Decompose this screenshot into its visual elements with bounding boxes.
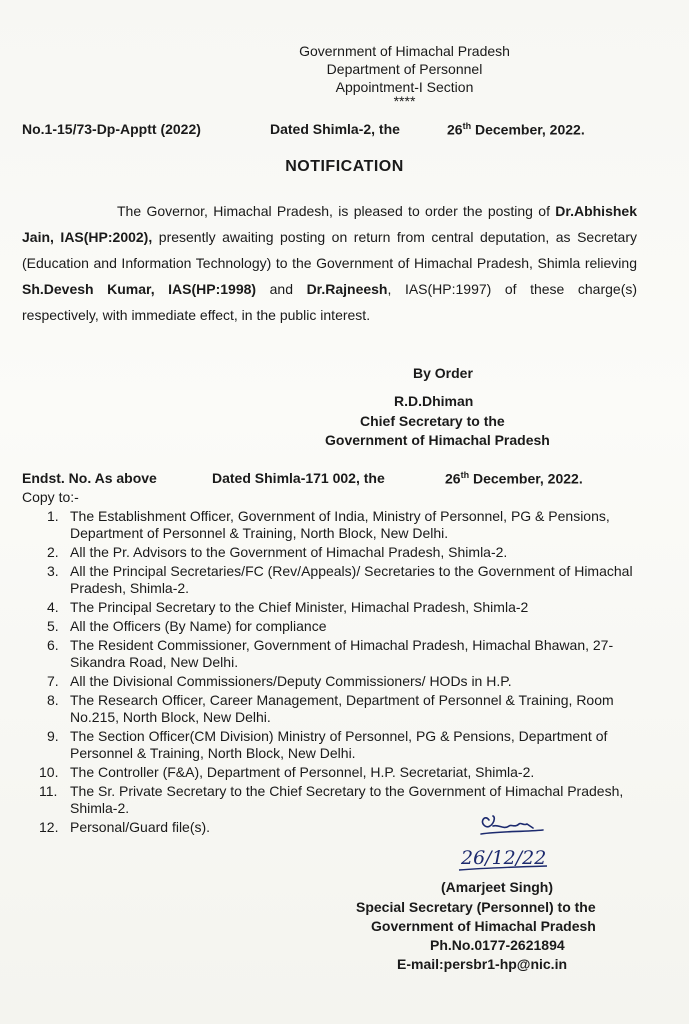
document-title: NOTIFICATION <box>285 158 404 175</box>
copy-list-number: 10. <box>39 764 59 780</box>
copy-list-text: The Research Officer, Career Management, Department of Personnel & Training, Room No.215, North Block, New Delhi. <box>70 692 614 725</box>
endorsement-day-suffix: th <box>460 470 470 480</box>
reference-dated-label: Dated Shimla-2, the <box>270 121 400 137</box>
copy-to-label: Copy to:- <box>22 489 79 505</box>
officer-name-posted: Dr.Abhishek Jain, IAS(HP:2002), <box>22 203 637 245</box>
endorsement-dated-label: Dated Shimla-171 002, the <box>212 470 385 486</box>
copy-list-text: The Controller (F&A), Department of Personnel, H.P. Secretariat, Shimla-2. <box>70 764 535 780</box>
copy-list-number: 4. <box>47 599 59 615</box>
copy-list-text: All the Officers (By Name) for compliance <box>70 618 327 634</box>
copy-list-number: 8. <box>47 692 59 708</box>
by-order: By Order <box>413 365 473 381</box>
reference-number: No.1-15/73-Dp-Apptt (2022) <box>22 121 201 137</box>
body-closing: , IAS(HP:1997) of these charge(s) respectively, with immediate effect, in the public interest. <box>22 281 638 323</box>
reference-date-rest: December, 2022. <box>474 121 585 138</box>
copy-list-number: 1. <box>47 508 59 524</box>
signatory-designation-2: Government of Himachal Pradesh <box>325 432 550 448</box>
email-address: E-mail:persbr1-hp@nic.in <box>397 956 568 972</box>
copy-list-text: The Principal Secretary to the Chief Minister, Himachal Pradesh, Shimla-2 <box>70 599 529 615</box>
handwritten-signature <box>445 812 565 882</box>
copy-list-item <box>47 692 647 726</box>
special-secretary-designation-2: Government of Himachal Pradesh <box>371 918 596 934</box>
endorsement-date <box>445 470 583 487</box>
header-department: Department of Personnel <box>326 61 483 77</box>
signatory-designation-1: Chief Secretary to the <box>360 413 505 429</box>
copy-list-item <box>47 728 647 762</box>
copy-list-item <box>47 618 647 635</box>
copy-list-text: All the Pr. Advisors to the Government of Himachal Pradesh, Shimla-2. <box>70 544 508 560</box>
copy-list-text: Personal/Guard file(s). <box>70 819 211 835</box>
copy-list-text: The Establishment Officer, Government of India, Ministry of Personnel, PG & Pensions, Department of Personnel & Training, North Block, New Delhi. <box>70 508 610 541</box>
copy-list-item <box>47 599 647 616</box>
copy-list-number: 5. <box>47 618 59 634</box>
body-conjunction: and <box>269 281 293 297</box>
copy-list-text: All the Divisional Commissioners/Deputy Commissioners/ HODs in H.P. <box>70 673 512 689</box>
handwritten-date: 26/12/22 <box>461 847 547 869</box>
special-secretary-designation-1: Special Secretary (Personnel) to the <box>356 899 596 915</box>
copy-list <box>39 508 647 838</box>
reference-date <box>447 121 585 138</box>
copy-list-text: The Resident Commissioner, Government of Himachal Pradesh, Himachal Bhawan, 27-Sikandra Road, New Delhi. <box>70 637 614 670</box>
copy-list-number: 7. <box>47 673 59 689</box>
header-government: Government of Himachal Pradesh <box>299 43 510 59</box>
header-stars: **** <box>393 93 416 109</box>
copy-list-number: 2. <box>47 544 59 560</box>
letterhead <box>0 42 689 109</box>
signatory-name: R.D.Dhiman <box>394 393 474 409</box>
endorsement-date-rest: December, 2022. <box>472 470 583 487</box>
copy-list-item <box>47 508 647 542</box>
notification-body <box>22 198 637 328</box>
officer-name-relieved-2: Dr.Rajneesh <box>306 281 388 297</box>
copy-list-number: 11. <box>39 783 58 799</box>
copy-list-item <box>47 563 647 597</box>
copy-list-text: The Section Officer(CM Division) Ministry of Personnel, PG & Pensions, Department of Personnel & Training, North Block, New Delhi. <box>70 728 608 761</box>
copy-list-item <box>47 673 647 690</box>
header-section: Appointment-I Section <box>335 79 474 95</box>
body-intro: The Governor, Himachal Pradesh, is pleased to order the posting of <box>117 203 550 219</box>
endorsement-day: 26 <box>445 470 461 487</box>
endorsement-label: Endst. No. As above <box>22 470 157 486</box>
copy-list-number: 12. <box>39 819 59 835</box>
phone-number: Ph.No.0177-2621894 <box>430 937 565 953</box>
reference-day-suffix: th <box>462 121 472 131</box>
reference-day: 26 <box>447 121 463 138</box>
copy-list-text: All the Principal Secretaries/FC (Rev/Appeals)/ Secretaries to the Government of Himachal Pradesh, Shimla-2. <box>70 563 633 596</box>
officer-name-relieved-1: Sh.Devesh Kumar, IAS(HP:1998) <box>22 281 257 297</box>
copy-list-number: 9. <box>47 728 59 744</box>
body-posting-details: presently awaiting posting on return from central deputation, as Secretary (Education and Information Technology) to the Government of Himachal Pradesh, Shimla relieving <box>22 229 638 271</box>
copy-list-number: 6. <box>47 637 59 653</box>
copy-list-text: The Sr. Private Secretary to the Chief Secretary to the Government of Himachal Pradesh, Shimla-2. <box>70 783 624 816</box>
special-secretary-name: (Amarjeet Singh) <box>441 879 554 895</box>
copy-list-number: 3. <box>47 563 59 579</box>
copy-list-item <box>39 764 647 781</box>
copy-list-item <box>47 544 647 561</box>
copy-list-item <box>47 637 647 671</box>
